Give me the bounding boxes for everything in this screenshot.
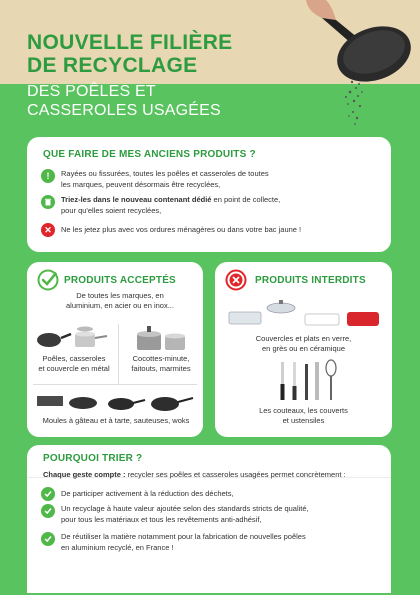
baking-molds-illustration: [33, 390, 197, 414]
molds-caption: Moules à gâteau et à tarte, sauteuses, woks: [42, 416, 190, 425]
forbidden-products-card: [215, 262, 392, 437]
why-sort-intro: Chaque geste compte : recycler ses poêles et casseroles usagées permet concrètement :: [43, 470, 346, 479]
check-icon: [41, 532, 55, 546]
accepted-intro: De toutes les marques, en aluminium, en acier ou en inox...: [66, 291, 174, 310]
pans-illustration: [35, 324, 115, 352]
forbidden-icon: [225, 269, 247, 291]
forbidden-title: PRODUITS INTERDITS: [255, 275, 366, 286]
pans-caption: Poêles, casseroles et couvercle en métal: [38, 354, 110, 373]
accepted-products-card: [27, 262, 203, 437]
accepted-title: PRODUITS ACCEPTÉS: [64, 275, 176, 286]
list-item: ! Rayées ou fissurées, toutes les poêles et casseroles de toutes les marques, peuvent désormais être recyclées,: [41, 168, 361, 190]
why-sort-title: POURQUOI TRIER ?: [43, 453, 143, 464]
page-title: NOUVELLE FILIÈRE DE RECYCLAGE: [27, 31, 233, 77]
list-item: Triez-les dans le nouveau contenant dédié en point de collecte, pour qu'elles soient recyclées,: [41, 194, 361, 216]
exclamation-icon: !: [41, 169, 55, 183]
cutlery-illustration: [275, 358, 345, 404]
close-icon: ✕: [41, 223, 55, 237]
bin-icon: [41, 195, 55, 209]
check-icon: [37, 269, 59, 291]
cutlery-caption: Les couteaux, les couverts et ustensiles: [259, 406, 348, 425]
cookers-caption: Cocottes-minute, faitouts, marmites: [131, 354, 191, 373]
what-to-do-card: [27, 137, 391, 252]
list-item: De participer activement à la réduction des déchets,: [41, 486, 371, 501]
list-item: ✕ Ne les jetez plus avec vos ordures ménagères ou dans votre bac jaune !: [41, 222, 361, 237]
check-icon: [41, 504, 55, 518]
pressure-cooker-illustration: [133, 320, 189, 352]
pan-illustration: [296, 0, 420, 130]
list-item: De réutiliser la matière notamment pour la fabrication de nouvelles poêles en aluminium recyclé, en France !: [41, 531, 371, 553]
page-subtitle: DES POÊLES ET CASSEROLES USAGÉES: [27, 83, 221, 119]
why-sort-card: [27, 445, 391, 593]
what-to-do-title: QUE FAIRE DE MES ANCIENS PRODUITS ?: [43, 149, 256, 160]
glass-caption: Couvercles et plats en verre, en grès ou en céramique: [255, 334, 352, 353]
check-icon: [41, 487, 55, 501]
glass-dishes-illustration: [225, 294, 385, 330]
list-item: Un recyclage à haute valeur ajoutée selon des standards stricts de qualité, pour tous les matériaux et tous les revêtements anti-adhésif,: [41, 503, 371, 525]
